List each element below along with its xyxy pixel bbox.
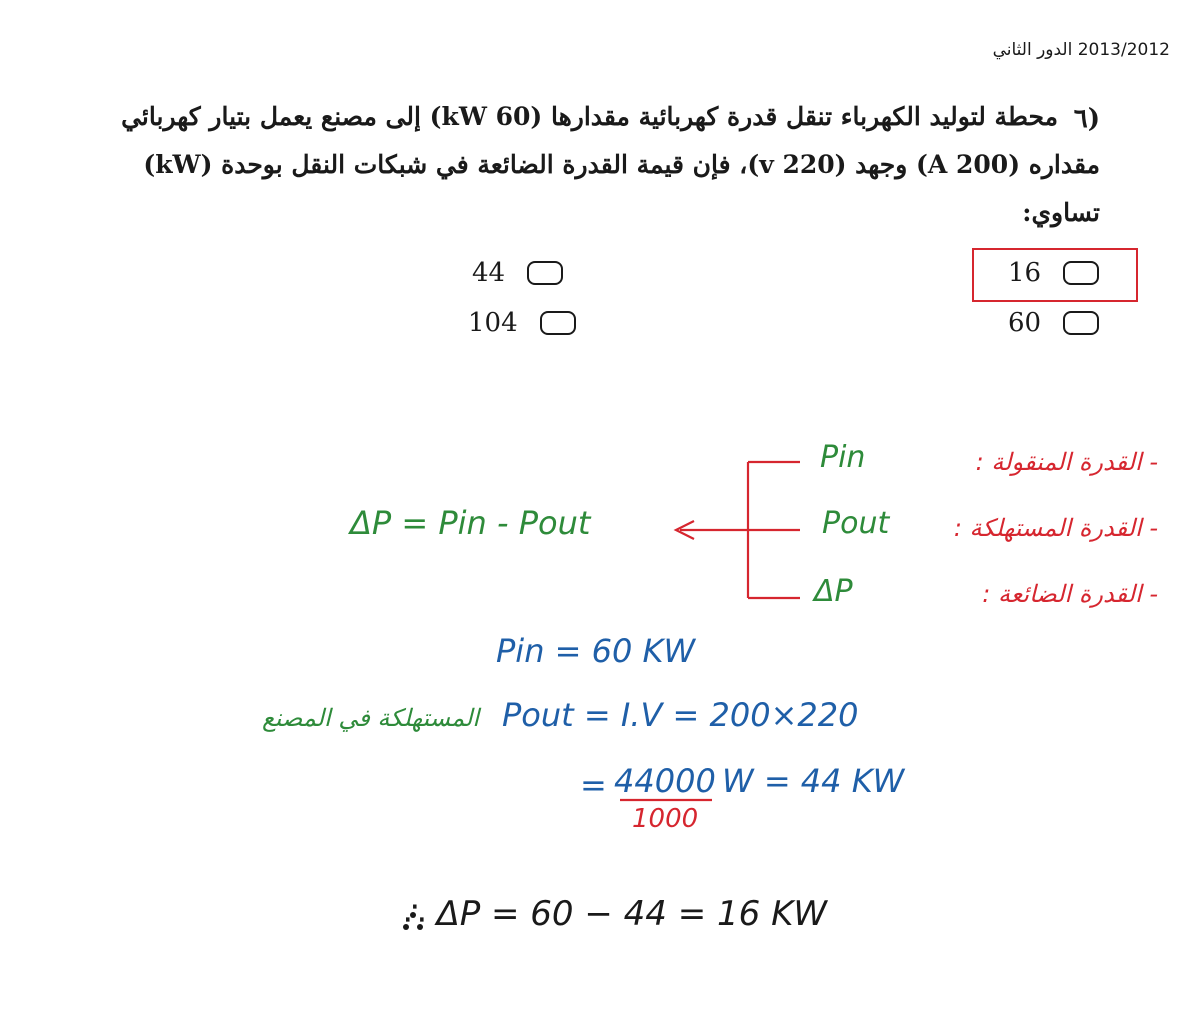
option-value: 16 [1008, 258, 1042, 288]
option-value: 44 [472, 258, 506, 288]
note-ar-pout: - القدرة المستهلكة : [953, 514, 1158, 542]
option-value: 60 [1008, 308, 1042, 338]
branch-dp-label: ΔP [814, 574, 853, 609]
pout-numerator: 44000 [614, 762, 716, 800]
pout-equals: = [580, 766, 607, 804]
note-ar-consumed: المستهلكة في المصنع [262, 704, 480, 732]
question-number: ٦) [1073, 104, 1100, 134]
final-answer: ∴ ΔP = 60 − 44 = 16 KW [404, 894, 828, 934]
pin-value: Pin = 60 KW [496, 632, 696, 670]
option-value: 104 [468, 308, 518, 338]
question-text-line-1: محطة لتوليد الكهرباء تنقل قدرة كهربائية مقدارها (60 kW) إلى مصنع يعمل بتيار كهربائي [121, 102, 1058, 131]
exam-session-label: 2013/2012 الدور الثاني [992, 40, 1170, 60]
question-text-line-3: تساوي: [1022, 198, 1100, 227]
formula-delta-p: ΔP = Pin - Pout [350, 504, 591, 542]
question-text-line-2: مقداره (200 A) وجهد (220 v)، فإن قيمة القدرة الضائعة في شبكات النقل بوحدة (kW) [143, 150, 1100, 179]
pout-result: W = 44 KW [722, 762, 905, 800]
branch-pout-label: Pout [822, 506, 890, 541]
divisor-1000: 1000 [632, 804, 699, 834]
note-ar-dp: - القدرة الضائعة : [982, 580, 1158, 608]
branch-pin-label: Pin [820, 440, 866, 475]
pout-calculation: Pout = I.V = 200×220 [502, 696, 859, 734]
note-ar-pin: - القدرة المنقولة : [975, 448, 1158, 476]
